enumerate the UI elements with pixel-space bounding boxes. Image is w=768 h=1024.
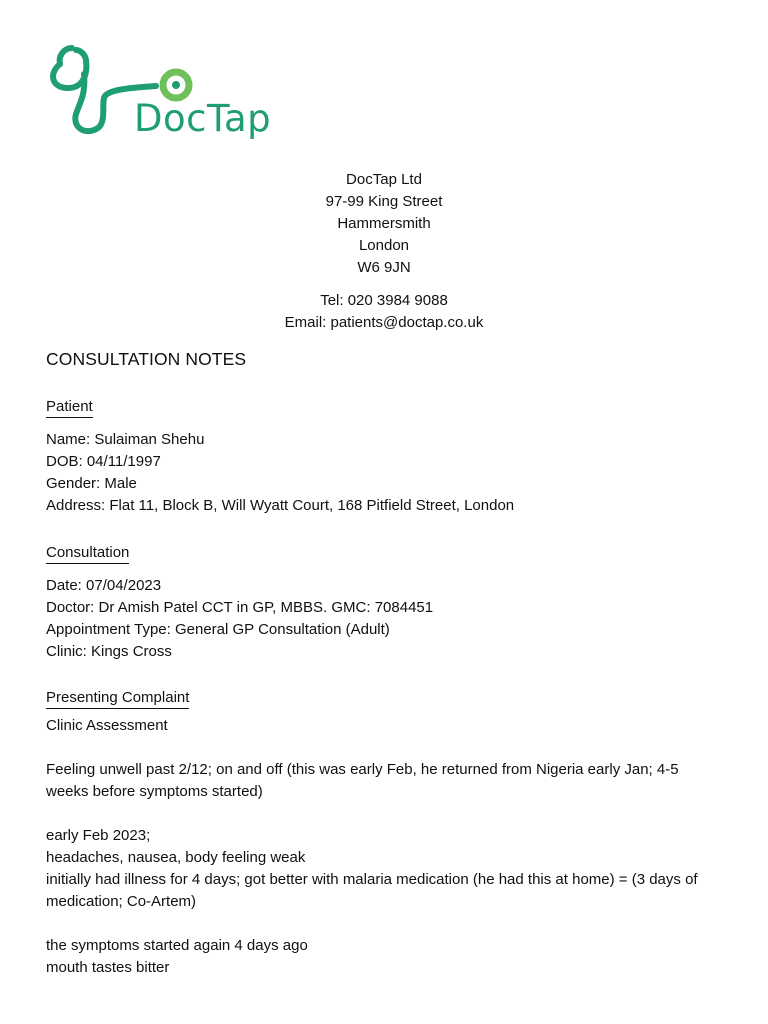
complaint-line: early Feb 2023; (46, 827, 151, 844)
patient-gender: Gender: Male (46, 475, 137, 492)
patient-details (46, 429, 728, 517)
brand-name: DocTap (134, 97, 272, 140)
company-address (0, 169, 768, 279)
page-title: CONSULTATION NOTES (46, 349, 247, 369)
patient-name: Name: Sulaiman Shehu (46, 431, 205, 448)
complaint-line: mouth tastes bitter (46, 959, 170, 976)
consultation-doctor: Doctor: Dr Amish Patel CCT in GP, MBBS. GMC: 7084451 (46, 599, 434, 616)
complaint-line: medication; Co-Artem) (46, 893, 197, 910)
complaint-heading: Presenting Complaint (46, 689, 189, 709)
company-contact (0, 290, 768, 334)
complaint-line: Feeling unwell past 2/12; on and off (this was early Feb, he returned from Nigeria early Jan; 4-5 (46, 761, 679, 778)
complaint-notes (46, 715, 728, 979)
company-postcode: W6 9JN (357, 259, 411, 276)
company-email: Email: patients@doctap.co.uk (284, 314, 484, 331)
company-tel: Tel: 020 3984 9088 (320, 292, 448, 309)
consultation-type: Appointment Type: General GP Consultation (Adult) (46, 621, 390, 638)
consultation-date: Date: 07/04/2023 (46, 577, 162, 594)
patient-dob: DOB: 04/11/1997 (46, 453, 161, 470)
consultation-clinic: Clinic: Kings Cross (46, 643, 172, 660)
complaint-line: headaches, nausea, body feeling weak (46, 849, 306, 866)
consultation-details (46, 575, 728, 663)
clinic-assessment: Clinic Assessment (46, 717, 168, 734)
company-name: DocTap Ltd (346, 171, 422, 188)
company-city: London (358, 237, 410, 254)
complaint-line: weeks before symptoms started) (46, 783, 263, 800)
complaint-line: initially had illness for 4 days; got better with malaria medication (he had this at home) = (3 days of (46, 871, 698, 888)
company-street: 97-99 King Street (325, 193, 443, 210)
company-area: Hammersmith (337, 215, 431, 232)
consultation-heading: Consultation (46, 544, 129, 564)
patient-heading: Patient (46, 398, 93, 418)
complaint-line: the symptoms started again 4 days ago (46, 937, 308, 954)
patient-address: Address: Flat 11, Block B, Will Wyatt Court, 168 Pitfield Street, London (46, 497, 515, 514)
